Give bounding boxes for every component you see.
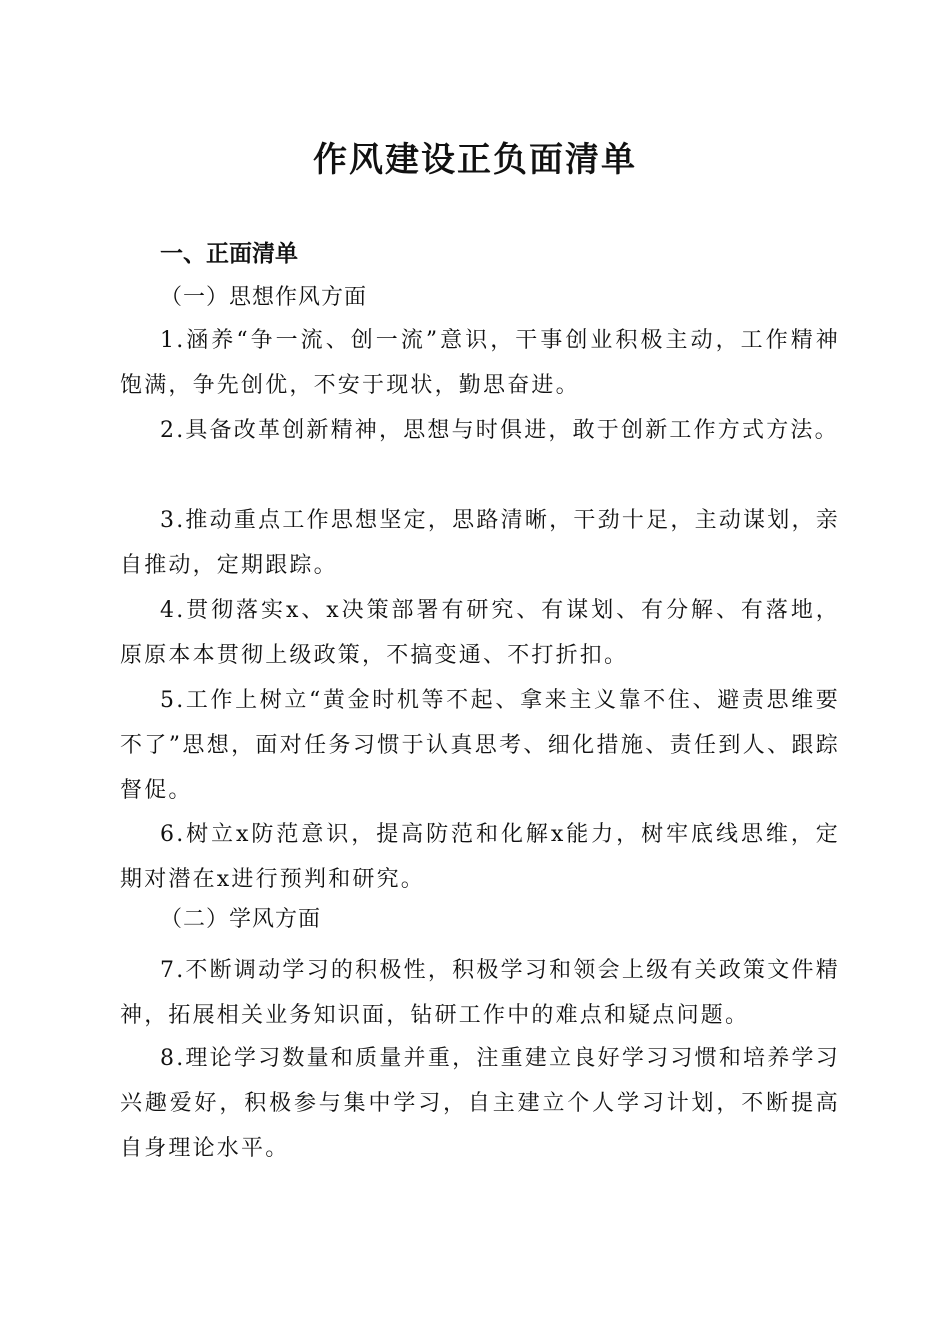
list-item: 1.涵养“争一流、创一流”意识，干事创业积极主动，工作精神饱满，争先创优，不安于现状，勤思奋进。 (120, 328, 840, 398)
list-item: 8.理论学习数量和质量并重，注重建立良好学习习惯和培养学习兴趣爱好，积极参与集中学习，自主建立个人学习计划，不断提高自身理论水平。 (120, 1046, 840, 1161)
list-item: 3.推动重点工作思想坚定，思路清晰，干劲十足，主动谋划，亲自推动，定期跟踪。 (120, 508, 840, 578)
subsection-heading-study-style: （二）学风方面 (160, 907, 322, 932)
list-item: 4.贯彻落实x、x决策部署有研究、有谋划、有分解、有落地，原原本本贯彻上级政策，不搞变通、不打折扣。 (120, 598, 840, 668)
document-title: 作风建设正负面清单 (313, 140, 637, 180)
list-item: 7.不断调动学习的积极性，积极学习和领会上级有关政策文件精神，拓展相关业务知识面，钻研工作中的难点和疑点问题。 (120, 958, 840, 1028)
list-item: 5.工作上树立“黄金时机等不起、拿来主义靠不住、避责思维要不了”思想，面对任务习惯于认真思考、细化措施、责任到人、跟踪督促。 (120, 688, 840, 803)
section-heading-positive-list: 一、正面清单 (160, 240, 298, 267)
list-item: 6.树立x防范意识，提高防范和化解x能力，树牢底线思维，定期对潜在x进行预判和研究。 (120, 822, 840, 892)
list-item: 2.具备改革创新精神，思想与时俱进，敢于创新工作方式方法。 (160, 418, 839, 443)
subsection-heading-thinking-style: （一）思想作风方面 (160, 285, 368, 310)
